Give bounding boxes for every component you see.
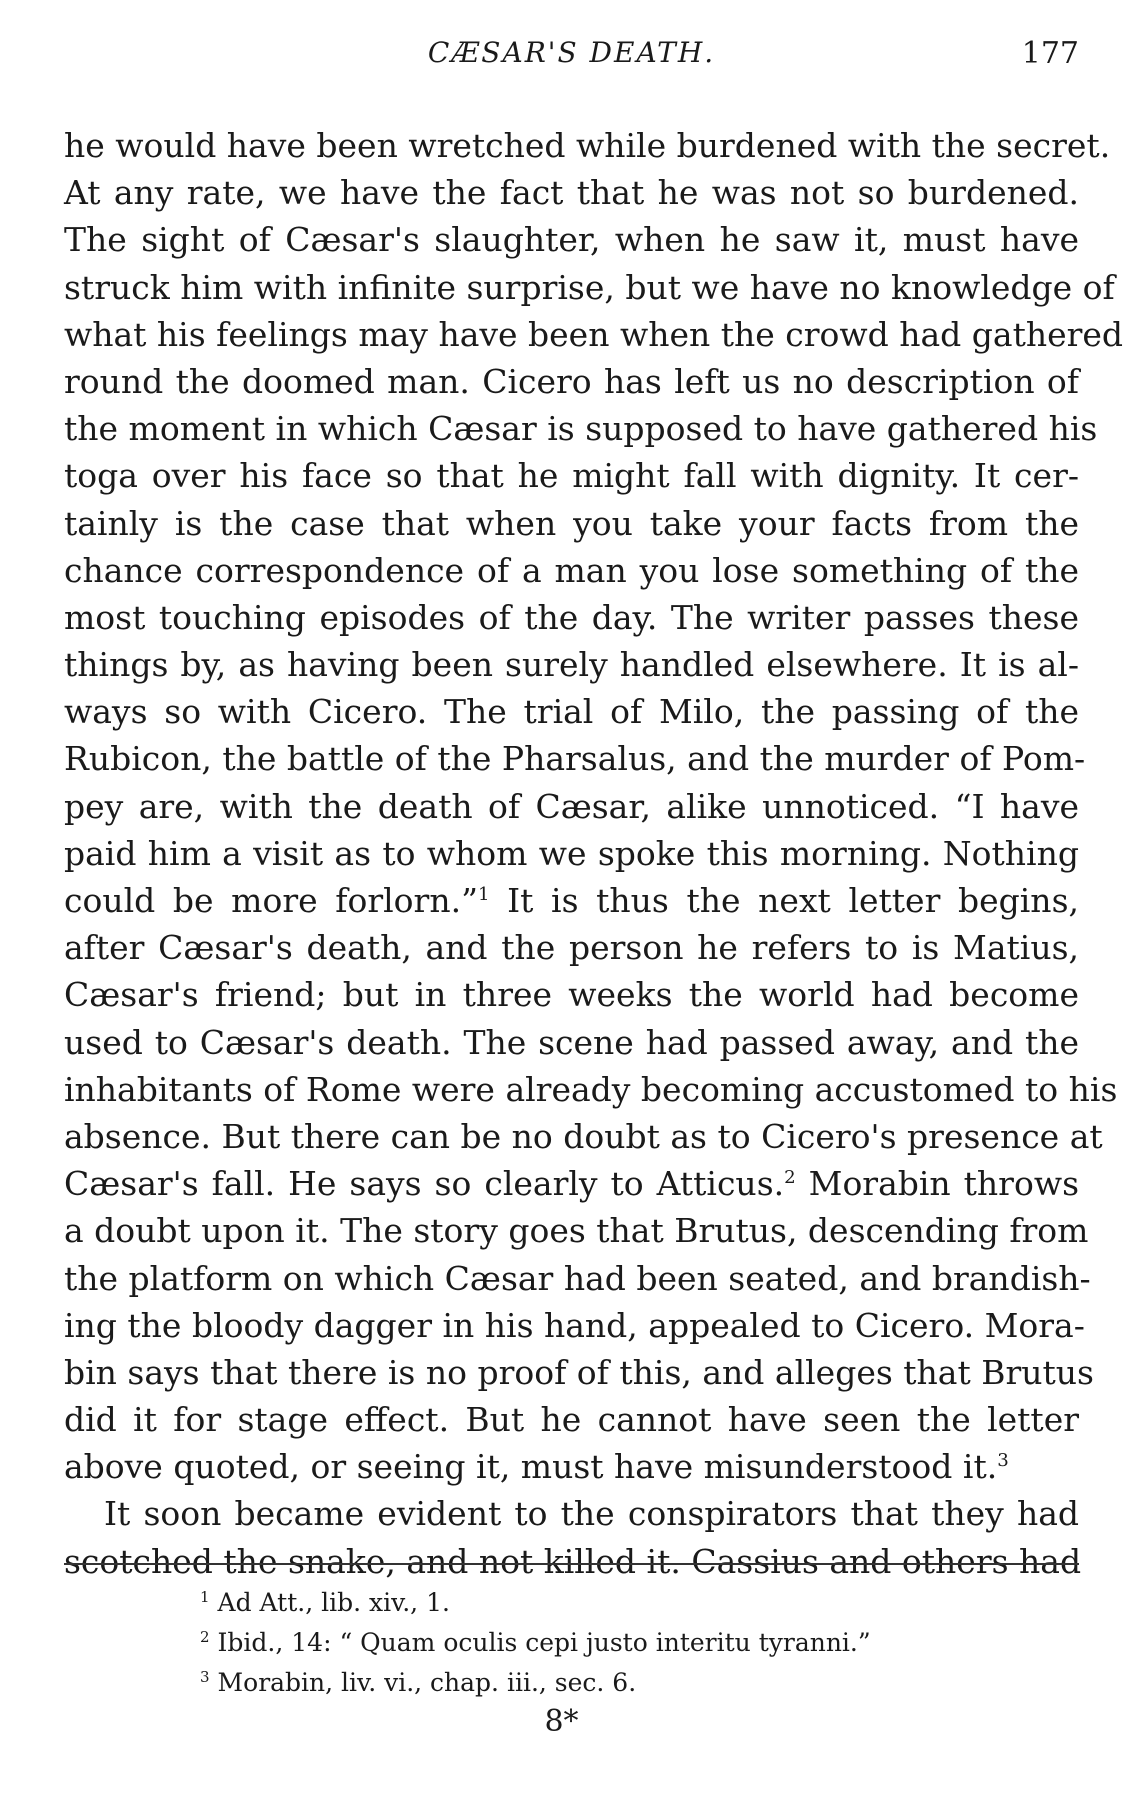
text-segment: above quoted, or seeing it, must have misunderstood it.: [64, 1447, 998, 1487]
footnote-ref-2[interactable]: 2: [784, 1167, 796, 1189]
text-line: It soon became evident to the conspirators that they had: [104, 1494, 1079, 1534]
body-text: [64, 122, 1123, 1585]
text-line: most touching episodes of the day. The writer passes these: [64, 597, 1079, 637]
text-line: inhabitants of Rome were already becoming accustomed to his: [64, 1069, 1118, 1109]
text-line: chance correspondence of a man you lose something of the: [64, 550, 1079, 590]
page-number: 177: [1021, 36, 1079, 71]
text-line: [64, 877, 1079, 924]
footnote-2: [200, 1623, 1000, 1663]
text-line: used to Cæsar's death. The scene had passed away, and the: [64, 1022, 1079, 1062]
text-line: ing the bloody dagger in his hand, appealed to Cicero. Mora-: [64, 1305, 1085, 1345]
text-line: things by, as having been surely handled elsewhere. It is al-: [64, 645, 1079, 685]
text-line: The sight of Cæsar's slaughter, when he saw it, must have: [64, 220, 1079, 260]
footnote-text: Ad Att., lib. xiv., 1.: [217, 1588, 450, 1617]
text-line: struck him with infinite surprise, but we have no knowledge of: [64, 267, 1115, 307]
text-line: the platform on which Cæsar had been seated, and brandish-: [64, 1258, 1091, 1298]
running-title: CÆSAR'S DEATH.: [427, 36, 716, 69]
footnote-3: [200, 1663, 1000, 1703]
footnote-mark: 2: [200, 1627, 210, 1646]
text-segment: Cæsar's fall. He says so clearly to Atticus.: [64, 1164, 785, 1204]
text-line: absence. But there can be no doubt as to Cicero's presence at: [64, 1116, 1103, 1156]
text-line: bin says that there is no proof of this, and alleges that Brutus: [64, 1352, 1094, 1392]
text-line: [64, 1160, 1079, 1207]
text-segment: Morabin throws: [795, 1164, 1080, 1204]
footnote-text: Ibid., 14: “ Quam oculis cepi justo interitu tyranni.”: [217, 1628, 871, 1657]
text-line: [64, 1443, 1079, 1490]
signature-mark: 8*: [544, 1704, 579, 1739]
footnote-ref-1[interactable]: 1: [477, 884, 490, 905]
text-line: At any rate, we have the fact that he was not so burdened.: [64, 173, 1079, 213]
text-line: round the doomed man. Cicero has left us no description of: [64, 361, 1079, 401]
text-line: Rubicon, the battle of the Pharsalus, and the murder of Pom-: [64, 739, 1086, 779]
text-line: Cæsar's friend; but in three weeks the world had become: [64, 975, 1079, 1015]
footnote-mark: 3: [200, 1667, 210, 1686]
footnote-text: Morabin, liv. vi., chap. iii., sec. 6.: [217, 1668, 637, 1697]
footnote-ref-3[interactable]: 3: [997, 1450, 1009, 1472]
text-line: did it for stage effect. But he cannot have seen the letter: [64, 1400, 1079, 1440]
text-line: scotched the snake, and not killed it. Cassius and others had: [64, 1541, 1082, 1581]
text-line: toga over his face so that he might fall with dignity. It cer-: [64, 456, 1079, 496]
footnotes: [200, 1583, 1000, 1703]
footnote-divider: [64, 1563, 1079, 1565]
text-line: pey are, with the death of Cæsar, alike unnoticed. “I have: [64, 786, 1079, 826]
running-head: [64, 36, 1079, 80]
text-line: what his feelings may have been when the crowd had gathered: [64, 314, 1123, 354]
text-segment: could be more forlorn.”: [64, 881, 478, 920]
text-line: he would have been wretched while burdened with the secret.: [64, 126, 1111, 165]
footnote-1: [200, 1583, 1000, 1623]
text-line: paid him a visit as to whom we spoke this morning. Nothing: [64, 833, 1079, 873]
text-line: a doubt upon it. The story goes that Brutus, descending from: [64, 1211, 1089, 1251]
text-line: ways so with Cicero. The trial of Milo, the passing of the: [64, 692, 1079, 732]
text-line: after Cæsar's death, and the person he refers to is Matius,: [64, 928, 1079, 968]
text-line: the moment in which Cæsar is supposed to have gathered his: [64, 409, 1098, 449]
footnote-mark: 1: [200, 1587, 210, 1606]
text-line: tainly is the case that when you take your facts from the: [64, 503, 1079, 543]
text-segment: It is thus the next letter begins,: [489, 881, 1079, 920]
